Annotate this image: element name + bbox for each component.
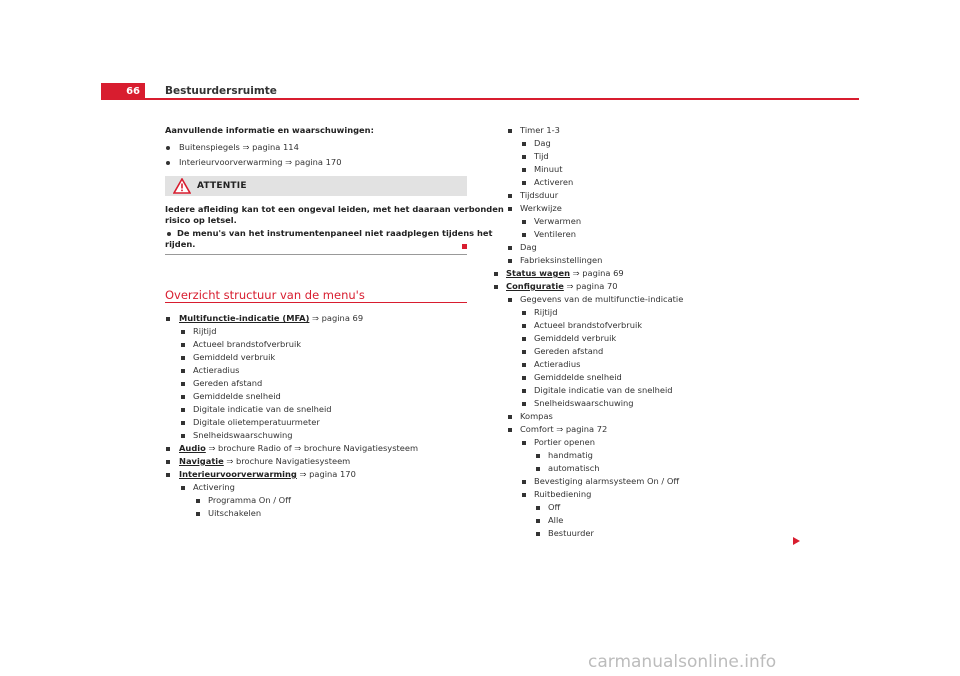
bullet-icon	[522, 441, 526, 445]
bullet-icon	[522, 337, 526, 341]
menu-item: Gereden afstand	[193, 378, 263, 388]
warning-text: De menu's van het instrumentenpaneel niet raadplegen tijdens het	[177, 228, 493, 238]
menu-item: Ruitbediening	[534, 489, 592, 499]
bullet-icon	[522, 220, 526, 224]
menu-item: Portier openen	[534, 437, 595, 447]
menu-item: Multifunctie-indicatie (MFA) ⇒ pagina 69	[179, 313, 364, 323]
menu-item: Gemiddeld verbruik	[193, 352, 276, 362]
bullet-icon	[181, 395, 185, 399]
page-ref-link[interactable]: ⇒ pagina 72	[556, 424, 608, 434]
bullet-icon	[522, 389, 526, 393]
menu-item: Activeren	[534, 177, 574, 187]
bullet-icon	[522, 168, 526, 172]
bullet-icon	[181, 356, 185, 360]
bullet-icon	[508, 194, 512, 198]
menu-item: Gegevens van de multifunctie-indicatie	[520, 294, 684, 304]
menu-item: Tijdsduur	[520, 190, 559, 200]
menu-item: Gemiddelde snelheid	[534, 372, 622, 382]
menu-item: Actieradius	[193, 365, 240, 375]
page-ref-link[interactable]: ⇒ pagina 170	[299, 469, 356, 479]
menu-item: Dag	[534, 138, 551, 148]
bullet-icon	[522, 350, 526, 354]
menu-item: Snelheidswaarschuwing	[534, 398, 634, 408]
menu-item: Dag	[520, 242, 537, 252]
bullet-icon	[494, 285, 498, 289]
menu-item: Comfort ⇒ pagina 72	[520, 424, 608, 434]
bullet-icon	[508, 129, 512, 133]
menu-item: Alle	[548, 515, 564, 525]
page-number: 66	[101, 83, 145, 99]
menu-item: Interieurvoorverwarming ⇒ pagina 170	[179, 469, 356, 479]
bullet-dot-icon	[167, 232, 171, 236]
menu-item: Bevestiging alarmsysteem On / Off	[534, 476, 680, 486]
menu-item: Activering	[193, 482, 235, 492]
bullet-icon	[181, 434, 185, 438]
bullet-icon	[522, 324, 526, 328]
menu-item: Audio ⇒ brochure Radio of ⇒ brochure Navigatiesysteem	[179, 443, 419, 453]
page-ref-link[interactable]: ⇒ pagina 170	[285, 157, 342, 167]
bullet-icon	[536, 467, 540, 471]
menu-item: Actueel brandstofverbruik	[534, 320, 643, 330]
additional-info-heading: Aanvullende informatie en waarschuwingen:	[165, 125, 374, 135]
menu-item: Tijd	[534, 151, 549, 161]
bullet-icon	[181, 330, 185, 334]
menu-item: Ventileren	[534, 229, 576, 239]
menu-item: Configuratie ⇒ pagina 70	[506, 281, 618, 291]
menu-item: Rijtijd	[534, 307, 558, 317]
menu-item: Kompas	[520, 411, 553, 421]
bullet-icon	[166, 473, 170, 477]
menu-item: Navigatie ⇒ brochure Navigatiesysteem	[179, 456, 351, 466]
warning-header	[165, 176, 467, 196]
section-end-marker	[462, 244, 467, 249]
menu-item: Fabrieksinstellingen	[520, 255, 603, 265]
bullet-dot-icon	[166, 161, 170, 165]
bullet-icon	[181, 343, 185, 347]
bullet-icon	[508, 298, 512, 302]
menu-item: Programma On / Off	[208, 495, 291, 505]
section-title: Overzicht structuur van de menu's	[165, 288, 365, 302]
menu-item: Rijtijd	[193, 326, 217, 336]
menu-item: Status wagen ⇒ pagina 69	[506, 268, 624, 278]
page-ref-link[interactable]: ⇒ brochure Radio of ⇒ brochure Navigatiesysteem	[208, 443, 419, 453]
warning-text: rijden.	[165, 239, 196, 249]
bullet-icon	[181, 408, 185, 412]
warning-text: Iedere afleiding kan tot een ongeval leiden, met het daaraan verbonden	[165, 204, 504, 214]
continue-arrow-icon	[793, 537, 800, 545]
bullet-icon	[522, 376, 526, 380]
bullet-icon	[181, 486, 185, 490]
warning-title: ATTENTIE	[197, 181, 247, 191]
menu-item: Digitale indicatie van de snelheid	[193, 404, 332, 414]
bullet-dot-icon	[166, 146, 170, 150]
menu-item: Snelheidswaarschuwing	[193, 430, 293, 440]
bullet-icon	[522, 142, 526, 146]
bullet-icon	[508, 259, 512, 263]
page-ref-link[interactable]: ⇒ brochure Navigatiesysteem	[226, 456, 351, 466]
bullet-icon	[508, 207, 512, 211]
header-divider	[101, 98, 859, 100]
bullet-icon	[508, 415, 512, 419]
bullet-icon	[166, 447, 170, 451]
bullet-icon	[522, 181, 526, 185]
menu-item: Timer 1-3	[520, 125, 560, 135]
menu-item: Uitschakelen	[208, 508, 262, 518]
bullet-icon	[536, 454, 540, 458]
page-ref-link[interactable]: ⇒ pagina 69	[312, 313, 364, 323]
menu-item: Gereden afstand	[534, 346, 604, 356]
page-ref-link[interactable]: ⇒ pagina 70	[566, 281, 618, 291]
bullet-icon	[522, 493, 526, 497]
bullet-icon	[181, 369, 185, 373]
bullet-icon	[508, 428, 512, 432]
bullet-icon	[508, 246, 512, 250]
bullet-icon	[536, 506, 540, 510]
menu-item: Verwarmen	[534, 216, 582, 226]
page-ref-link[interactable]: ⇒ pagina 69	[572, 268, 624, 278]
bullet-icon	[196, 499, 200, 503]
bullet-icon	[494, 272, 498, 276]
page-ref-link[interactable]: ⇒ pagina 114	[242, 142, 299, 152]
bullet-icon	[522, 233, 526, 237]
menu-item: Actueel brandstofverbruik	[193, 339, 302, 349]
additional-item: Buitenspiegels ⇒ pagina 114	[179, 142, 299, 152]
bullet-icon	[536, 532, 540, 536]
menu-item: Gemiddeld verbruik	[534, 333, 617, 343]
menu-item: Minuut	[534, 164, 563, 174]
menu-item: handmatig	[548, 450, 593, 460]
warning-text: risico op letsel.	[165, 215, 237, 225]
menu-item: automatisch	[548, 463, 600, 473]
bullet-icon	[166, 317, 170, 321]
menu-item: Digitale olietemperatuurmeter	[193, 417, 320, 427]
section-divider	[165, 302, 467, 303]
bullet-icon	[522, 480, 526, 484]
bullet-icon	[522, 402, 526, 406]
bullet-icon	[181, 382, 185, 386]
warning-box	[165, 176, 504, 255]
menu-item: Off	[548, 502, 561, 512]
menu-item: Bestuurder	[548, 528, 594, 538]
menu-item: Actieradius	[534, 359, 581, 369]
menu-item: Gemiddelde snelheid	[193, 391, 281, 401]
watermark: carmanualsonline.info	[588, 652, 777, 672]
warning-triangle-icon	[173, 178, 191, 194]
bullet-icon	[522, 311, 526, 315]
menu-item: Digitale indicatie van de snelheid	[534, 385, 673, 395]
menu-item: Werkwijze	[520, 203, 562, 213]
additional-item: Interieurvoorverwarming ⇒ pagina 170	[179, 157, 342, 167]
bullet-icon	[522, 155, 526, 159]
bullet-icon	[536, 519, 540, 523]
bullet-icon	[196, 512, 200, 516]
bullet-icon	[181, 421, 185, 425]
bullet-icon	[166, 460, 170, 464]
bullet-icon	[522, 363, 526, 367]
page-header-title: Bestuurdersruimte	[165, 85, 277, 97]
